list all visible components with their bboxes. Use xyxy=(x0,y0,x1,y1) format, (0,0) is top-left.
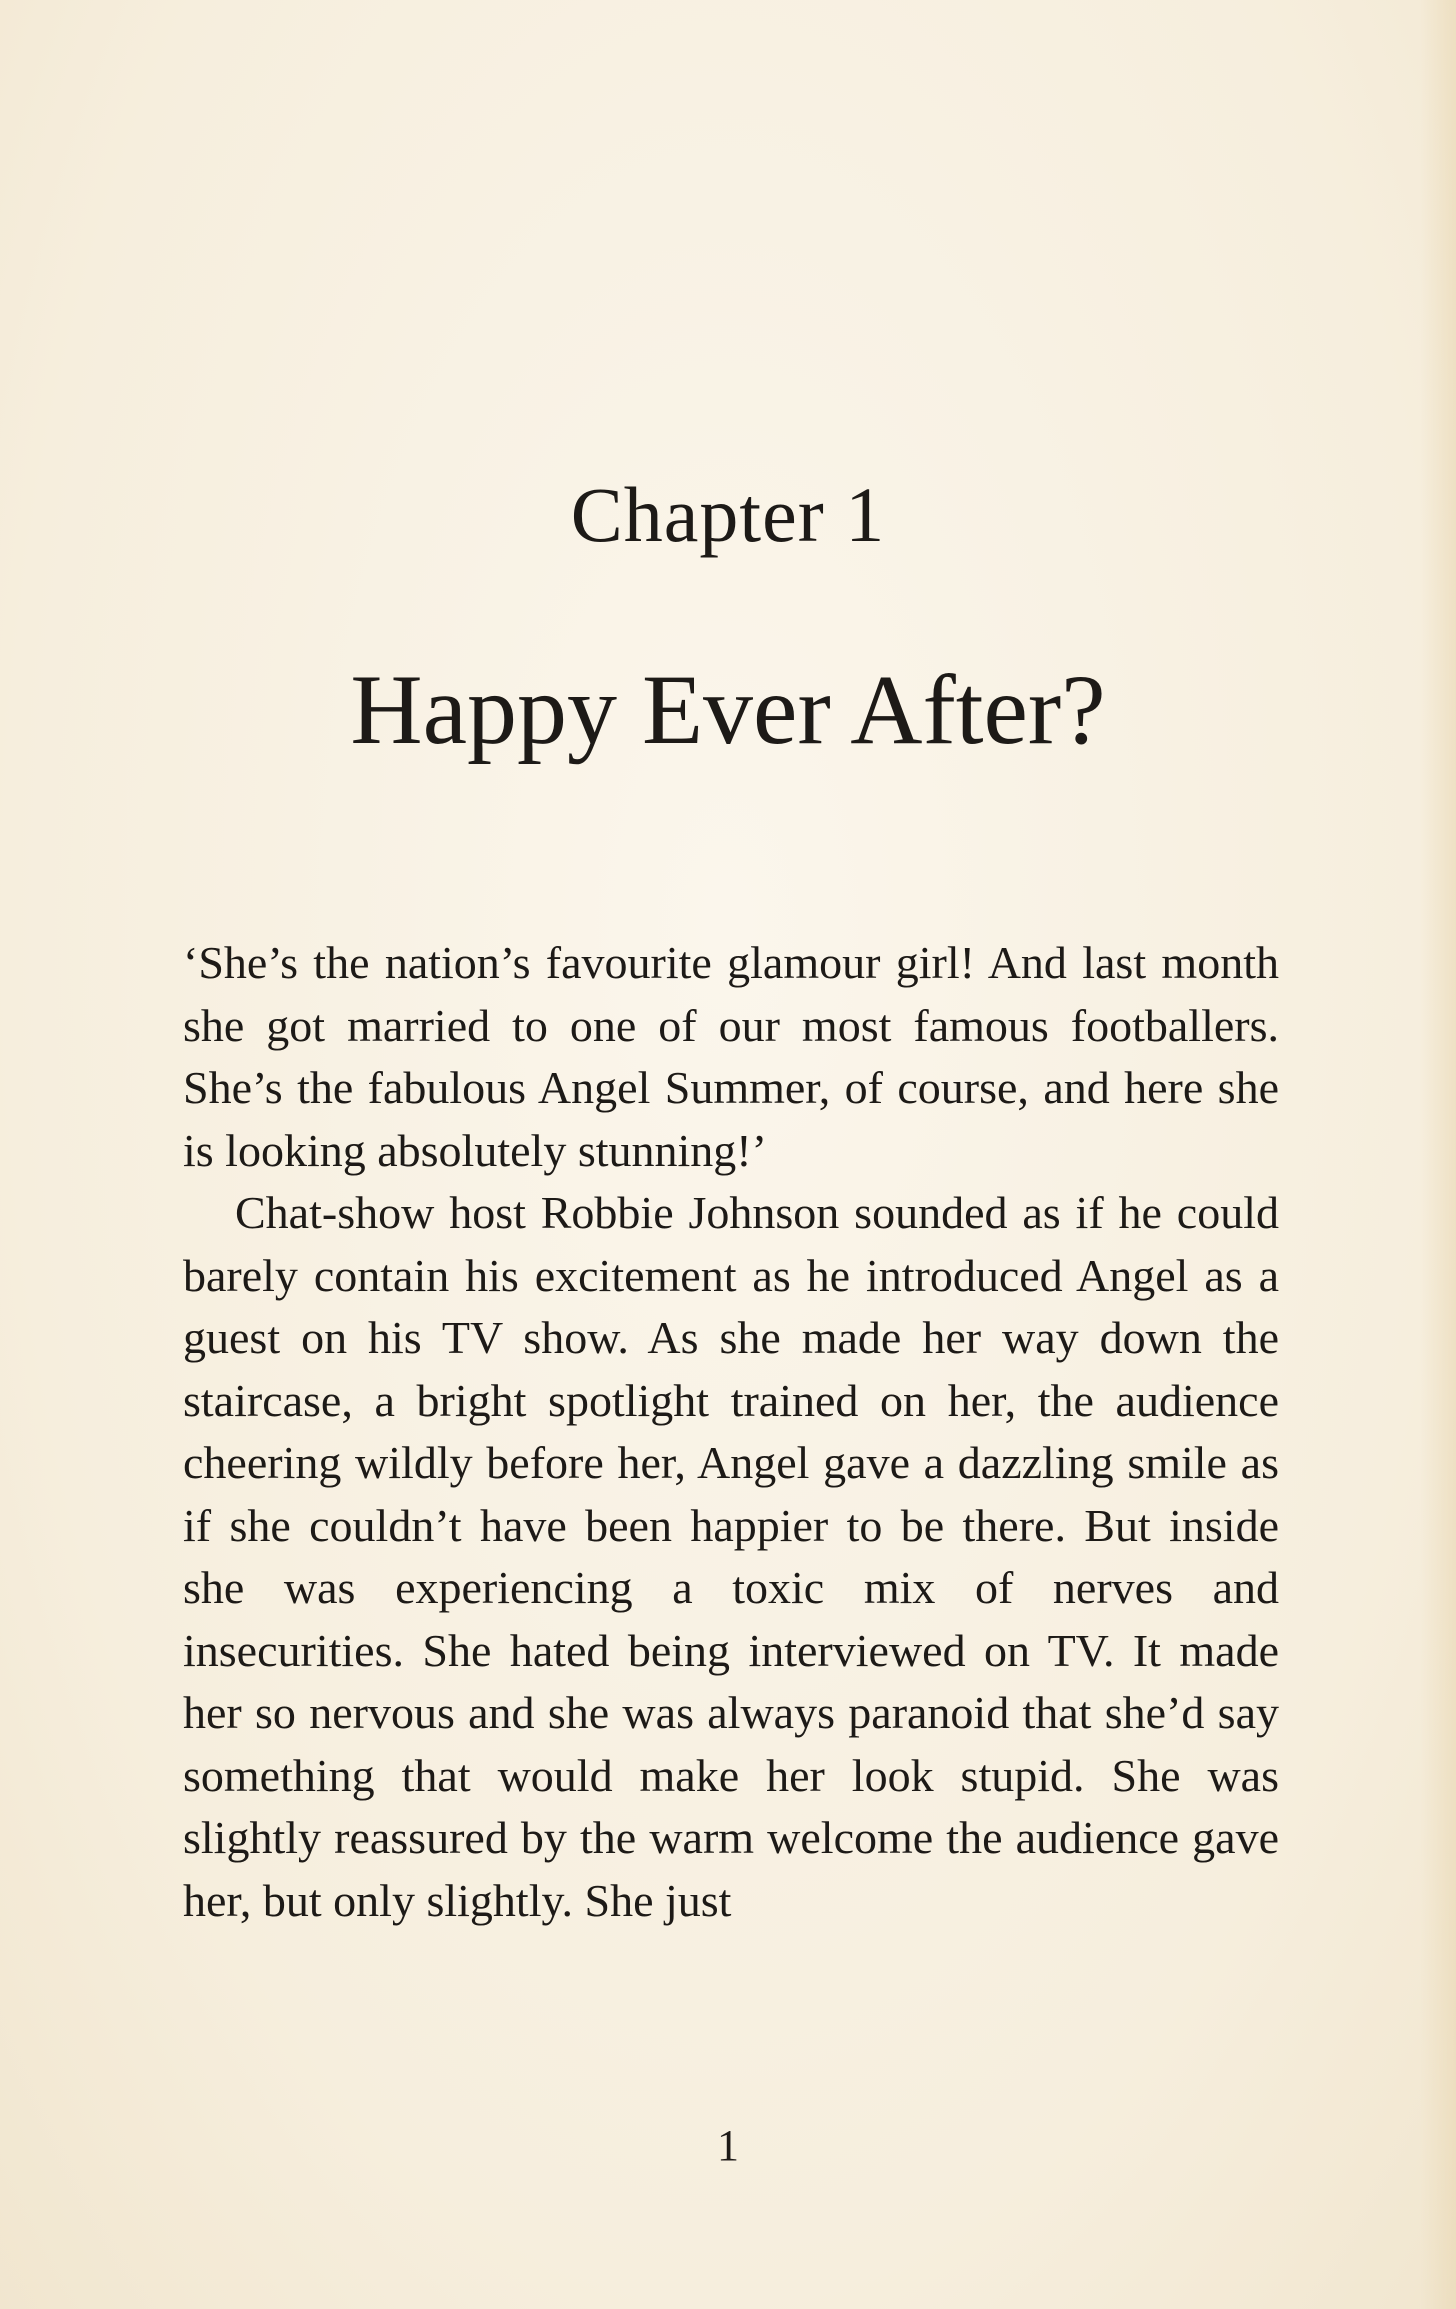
paragraph-1: ‘She’s the nation’s favourite glamour girl! And last month she got married to one of our most famous footballers. She’s the fabulous Angel Summer, of course, and here she is looking absolutely stunning!’ xyxy=(183,937,1279,1176)
page-number: 1 xyxy=(717,2121,739,2170)
paragraph-2: Chat-show host Robbie Johnson sounded as if he could barely contain his excitement as he introduced Angel as a guest on his TV show. As she made her way down the staircase, a bright spotlight trained on her, the audience cheering wildly before her, Angel gave a dazzling smile as if she couldn’t have been happier to be there. But inside she was experiencing a toxic mix of nerves and insecurities. She hated being interviewed on TV. It made her so nervous and she was always paranoid that she’d say something that would make her look stupid. She was slightly reassured by the warm welcome the audience gave her, but only slightly. She just xyxy=(183,1187,1279,1926)
chapter-title: Happy Ever After? xyxy=(350,654,1106,765)
chapter-body xyxy=(183,932,1279,1932)
chapter-number: Chapter 1 xyxy=(570,471,886,558)
page-edge-shadow xyxy=(1420,0,1456,2309)
